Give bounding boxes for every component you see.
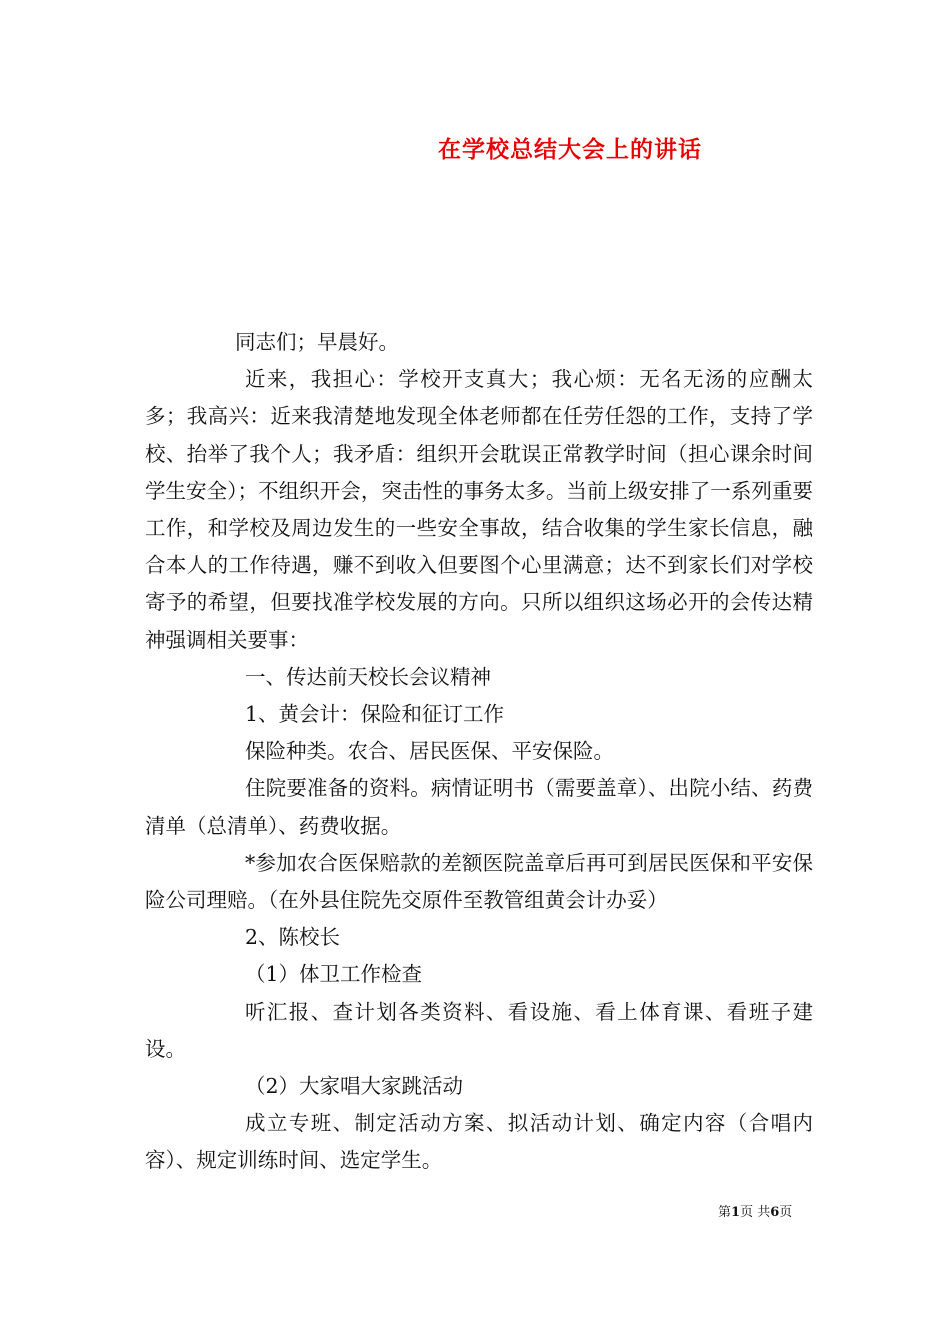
- section-heading-1: 一、传达前天校长会议精神: [245, 664, 491, 689]
- footer-page-number: 1: [731, 1205, 741, 1220]
- footer-middle: 页 共: [740, 1205, 771, 1220]
- insurance-types-paragraph: 保险种类。农合、居民医保、平安保险。: [245, 739, 614, 764]
- hospital-docs-paragraph: 住院要准备的资料。病情证明书（需要盖章）、出院小结、药费清单（总清单）、药费收据。: [145, 776, 813, 838]
- page-footer: [718, 1203, 838, 1223]
- greeting-paragraph: 同志们；早晨好。: [235, 330, 399, 354]
- activity-paragraph: 成立专班、制定活动方案、拟活动计划、确定内容（合唱内容）、规定训练时间、选定学生。: [145, 1111, 813, 1173]
- document-title: 在学校总结大会上的讲话: [438, 137, 702, 163]
- subsection-heading-2: 2、陈校长: [245, 925, 341, 950]
- intro-paragraph: 近来，我担心：学校开支真大；我心烦：无名无汤的应酬太多；我高兴：近来我清楚地发现全体老师都在任劳任怨的工作，支持了学校、抬举了我个人；我矛盾：组织开会耽误正常教学时间（担心课余时间学生安全）；不组织开会，突击性的事务太多。当前上级安排了一系列重要工作，和学校及周边发生的一些安全事故，结合收集的学生家长信息，融合本人的工作待遇，赚不到收入但要图个心里满意；达不到家长们对学校寄予的希望，但要找准学校发展的方向。只所以组织这场必开的会传达精神强调相关要事：: [145, 367, 813, 652]
- item-heading-2: （2）大家唱大家跳活动: [245, 1074, 464, 1099]
- footer-suffix: 页: [779, 1205, 793, 1220]
- subsection-heading-1: 1、黄会计：保险和征订工作: [245, 702, 505, 727]
- document-body: [145, 324, 813, 1180]
- item-heading-1: （1）体卫工作检查: [245, 962, 423, 987]
- inspection-paragraph: 听汇报、查计划各类资料、看设施、看上体育课、看班子建设。: [145, 999, 813, 1061]
- footer-prefix: 第: [718, 1205, 732, 1220]
- claim-note-paragraph: *参加农合医保赔款的差额医院盖章后再可到居民医保和平安保险公司理赔。（在外县住院先交原件至教管组黄会计办妥）: [145, 850, 813, 913]
- footer-total-pages: 6: [770, 1205, 780, 1220]
